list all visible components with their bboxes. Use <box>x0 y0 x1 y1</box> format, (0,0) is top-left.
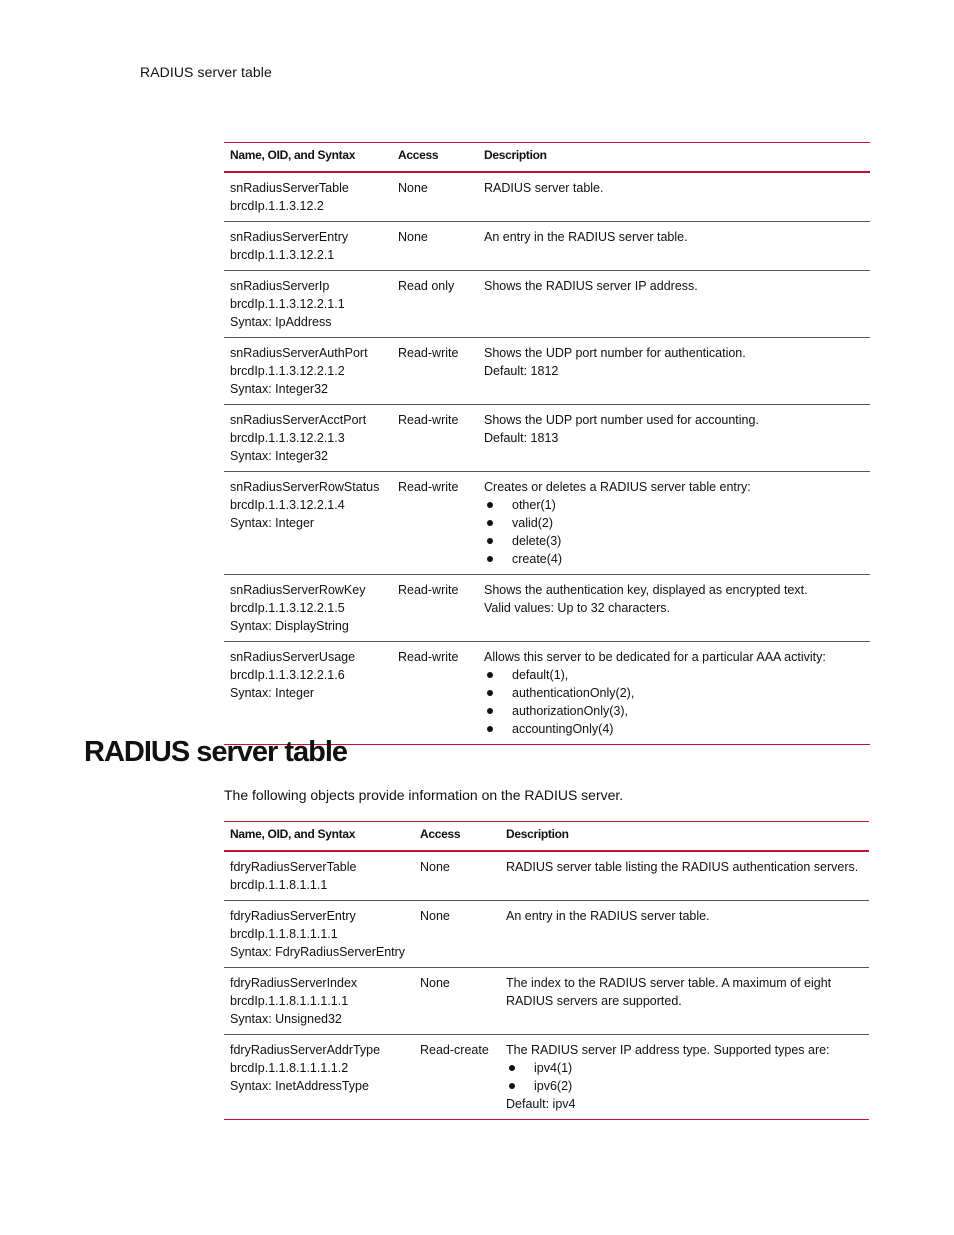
access-value: None <box>420 909 450 923</box>
cell-name-oid-syntax <box>224 222 392 271</box>
object-oid: brcdIp.1.1.3.12.2.1.2 <box>230 364 345 378</box>
cell-content <box>398 405 472 435</box>
cell-content <box>230 222 386 270</box>
cell-content <box>506 901 863 931</box>
access-value: None <box>398 181 428 195</box>
description-text: Default: 1813 <box>484 431 559 445</box>
access-value: None <box>398 230 428 244</box>
cell-name-oid-syntax <box>224 575 392 642</box>
bullet-text: ipv4(1) <box>534 1061 573 1075</box>
bullet-text: valid(2) <box>512 516 553 530</box>
cell-content <box>484 338 864 386</box>
table-header-row <box>224 143 870 173</box>
access-value: Read-write <box>398 650 459 664</box>
cell-content <box>420 1035 494 1065</box>
header-access: Access <box>420 827 461 841</box>
bullet-item <box>484 496 864 514</box>
cell-description <box>478 172 870 222</box>
description-text: RADIUS server table listing the RADIUS authentication servers. <box>506 860 859 874</box>
bullet-text: other(1) <box>512 498 556 512</box>
cell-content <box>484 642 864 744</box>
bullet-icon <box>487 556 493 562</box>
bullet-icon <box>509 1065 515 1071</box>
access-value: Read-write <box>398 413 459 427</box>
description-text: Shows the UDP port number used for accounting. <box>484 413 759 427</box>
bullet-text: authorizationOnly(3), <box>512 704 629 718</box>
bullet-icon <box>487 502 493 508</box>
object-name: fdryRadiusServerEntry <box>230 909 356 923</box>
bullet-icon <box>487 708 493 714</box>
table-row <box>224 575 870 642</box>
cell-description <box>478 575 870 642</box>
cell-content <box>484 575 864 623</box>
table-row <box>224 1035 869 1120</box>
cell-content <box>230 852 408 900</box>
table-row <box>224 405 870 472</box>
cell-content <box>230 173 386 221</box>
cell-description <box>478 222 870 271</box>
bullet-item <box>484 702 864 720</box>
header-name-oid-syntax: Name, OID, and Syntax <box>230 827 356 841</box>
description-text: Shows the authentication key, displayed as encrypted text. <box>484 583 808 597</box>
cell-description <box>478 472 870 575</box>
cell-content <box>484 222 864 252</box>
bullet-item <box>484 720 864 738</box>
description-text: Default: 1812 <box>484 364 559 378</box>
cell-content <box>420 968 494 998</box>
object-name: fdryRadiusServerTable <box>230 860 357 874</box>
object-name: snRadiusServerRowStatus <box>230 480 380 494</box>
object-syntax: Syntax: IpAddress <box>230 315 332 329</box>
cell-content <box>398 575 472 605</box>
access-value: Read-write <box>398 480 459 494</box>
cell-name-oid-syntax <box>224 642 392 745</box>
bullet-item <box>484 684 864 702</box>
cell-content <box>398 472 472 502</box>
bullet-item <box>484 514 864 532</box>
cell-content <box>398 173 472 203</box>
object-name: snRadiusServerEntry <box>230 230 349 244</box>
cell-name-oid-syntax <box>224 1035 414 1120</box>
table-header-row <box>224 822 869 852</box>
access-value: Read-write <box>398 346 459 360</box>
access-value: None <box>420 860 450 874</box>
object-oid: brcdIp.1.1.3.12.2.1.6 <box>230 668 345 682</box>
object-oid: brcdIp.1.1.3.12.2.1.4 <box>230 498 345 512</box>
description-text: Allows this server to be dedicated for a particular AAA activity: <box>484 650 826 664</box>
cell-description <box>500 901 869 968</box>
object-oid: brcdIp.1.1.8.1.1.1.1.1 <box>230 994 349 1008</box>
cell-content <box>484 173 864 203</box>
cell-content <box>398 222 472 252</box>
cell-content <box>230 642 386 708</box>
cell-description <box>478 642 870 745</box>
header-description: Description <box>484 148 547 162</box>
object-syntax: Syntax: DisplayString <box>230 619 349 633</box>
cell-description <box>500 851 869 901</box>
header-name-oid-syntax: Name, OID, and Syntax <box>230 148 356 162</box>
object-name: snRadiusServerUsage <box>230 650 356 664</box>
bullet-text: accountingOnly(4) <box>512 722 614 736</box>
bullet-icon <box>487 538 493 544</box>
cell-name-oid-syntax <box>224 901 414 968</box>
cell-access <box>392 172 478 222</box>
object-name: snRadiusServerTable <box>230 181 349 195</box>
object-name: snRadiusServerAuthPort <box>230 346 368 360</box>
table-row <box>224 472 870 575</box>
bullet-item <box>506 1077 863 1095</box>
cell-description <box>500 1035 869 1120</box>
cell-access <box>392 575 478 642</box>
bullet-item <box>484 532 864 550</box>
cell-access <box>414 1035 500 1120</box>
cell-access <box>414 968 500 1035</box>
cell-content <box>420 852 494 882</box>
bullet-text: ipv6(2) <box>534 1079 573 1093</box>
object-syntax: Syntax: Integer32 <box>230 449 328 463</box>
object-oid: brcdIp.1.1.8.1.1.1 <box>230 878 328 892</box>
cell-description <box>478 405 870 472</box>
description-text: Shows the RADIUS server IP address. <box>484 279 698 293</box>
bullet-icon <box>487 690 493 696</box>
description-text: RADIUS server table. <box>484 181 604 195</box>
bullet-icon <box>509 1083 515 1089</box>
description-text: An entry in the RADIUS server table. <box>484 230 688 244</box>
table-row <box>224 642 870 745</box>
object-oid: brcdIp.1.1.3.12.2.1.1 <box>230 297 345 311</box>
table-row <box>224 172 870 222</box>
cell-name-oid-syntax <box>224 968 414 1035</box>
section-intro: The following objects provide information on the RADIUS server. <box>224 787 624 803</box>
description-text: Creates or deletes a RADIUS server table entry: <box>484 480 751 494</box>
cell-content <box>230 1035 408 1101</box>
table-row <box>224 338 870 405</box>
cell-content <box>398 338 472 368</box>
cell-content <box>506 852 863 882</box>
object-syntax: Syntax: Integer <box>230 516 315 530</box>
bullet-icon <box>487 672 493 678</box>
bullet-item <box>484 666 864 684</box>
cell-description <box>478 271 870 338</box>
description-text: Valid values: Up to 32 characters. <box>484 601 670 615</box>
description-text: RADIUS servers are supported. <box>506 994 682 1008</box>
cell-content <box>230 405 386 471</box>
radius-server-objects-table <box>224 821 869 1120</box>
object-syntax: Syntax: FdryRadiusServerEntry <box>230 945 406 959</box>
cell-access <box>392 405 478 472</box>
object-oid: brcdIp.1.1.3.12.2 <box>230 199 324 213</box>
cell-access <box>392 271 478 338</box>
object-name: fdryRadiusServerIndex <box>230 976 358 990</box>
object-syntax: Syntax: InetAddressType <box>230 1079 369 1093</box>
cell-access <box>414 851 500 901</box>
access-value: Read-create <box>420 1043 489 1057</box>
cell-access <box>392 642 478 745</box>
cell-content <box>230 271 386 337</box>
cell-content <box>484 472 864 574</box>
cell-name-oid-syntax <box>224 172 392 222</box>
table-row <box>224 222 870 271</box>
table-row <box>224 851 869 901</box>
cell-name-oid-syntax <box>224 271 392 338</box>
cell-content <box>398 642 472 672</box>
bullet-icon <box>487 520 493 526</box>
object-name: snRadiusServerRowKey <box>230 583 366 597</box>
cell-access <box>392 338 478 405</box>
running-header: RADIUS server table <box>140 64 272 80</box>
cell-name-oid-syntax <box>224 405 392 472</box>
table-row <box>224 968 869 1035</box>
object-oid: brcdIp.1.1.3.12.2.1 <box>230 248 335 262</box>
description-text: Shows the UDP port number for authentication. <box>484 346 746 360</box>
cell-access <box>414 901 500 968</box>
cell-content <box>420 901 494 931</box>
cell-content <box>230 901 408 967</box>
object-oid: brcdIp.1.1.3.12.2.1.3 <box>230 431 345 445</box>
bullet-icon <box>487 726 493 732</box>
description-text: Default: ipv4 <box>506 1097 576 1111</box>
object-oid: brcdIp.1.1.8.1.1.1.1 <box>230 927 338 941</box>
bullet-text: authenticationOnly(2), <box>512 686 635 700</box>
table-row <box>224 271 870 338</box>
cell-content <box>230 472 386 538</box>
cell-content <box>230 338 386 404</box>
header-access: Access <box>398 148 439 162</box>
object-name: snRadiusServerIp <box>230 279 330 293</box>
bullet-item <box>484 550 864 568</box>
cell-name-oid-syntax <box>224 472 392 575</box>
cell-content <box>506 968 863 1016</box>
access-value: Read only <box>398 279 455 293</box>
cell-access <box>392 472 478 575</box>
description-text: The index to the RADIUS server table. A maximum of eight <box>506 976 832 990</box>
table-row <box>224 901 869 968</box>
cell-description <box>478 338 870 405</box>
cell-description <box>500 968 869 1035</box>
description-text: An entry in the RADIUS server table. <box>506 909 710 923</box>
bullet-text: create(4) <box>512 552 563 566</box>
bullet-text: delete(3) <box>512 534 562 548</box>
access-value: None <box>420 976 450 990</box>
cell-content <box>506 1035 863 1119</box>
cell-content <box>484 271 864 301</box>
mib-objects-table <box>224 142 870 745</box>
header-description: Description <box>506 827 569 841</box>
cell-access <box>392 222 478 271</box>
cell-name-oid-syntax <box>224 338 392 405</box>
description-text: The RADIUS server IP address type. Supported types are: <box>506 1043 830 1057</box>
access-value: Read-write <box>398 583 459 597</box>
cell-name-oid-syntax <box>224 851 414 901</box>
object-syntax: Syntax: Integer32 <box>230 382 328 396</box>
object-name: fdryRadiusServerAddrType <box>230 1043 381 1057</box>
object-syntax: Syntax: Integer <box>230 686 315 700</box>
cell-content <box>230 968 408 1034</box>
section-title: RADIUS server table <box>84 736 348 768</box>
object-name: snRadiusServerAcctPort <box>230 413 367 427</box>
bullet-text: default(1), <box>512 668 569 682</box>
bullet-item <box>506 1059 863 1077</box>
cell-content <box>398 271 472 301</box>
object-oid: brcdIp.1.1.8.1.1.1.1.2 <box>230 1061 349 1075</box>
object-oid: brcdIp.1.1.3.12.2.1.5 <box>230 601 345 615</box>
cell-content <box>230 575 386 641</box>
object-syntax: Syntax: Unsigned32 <box>230 1012 342 1026</box>
cell-content <box>484 405 864 453</box>
